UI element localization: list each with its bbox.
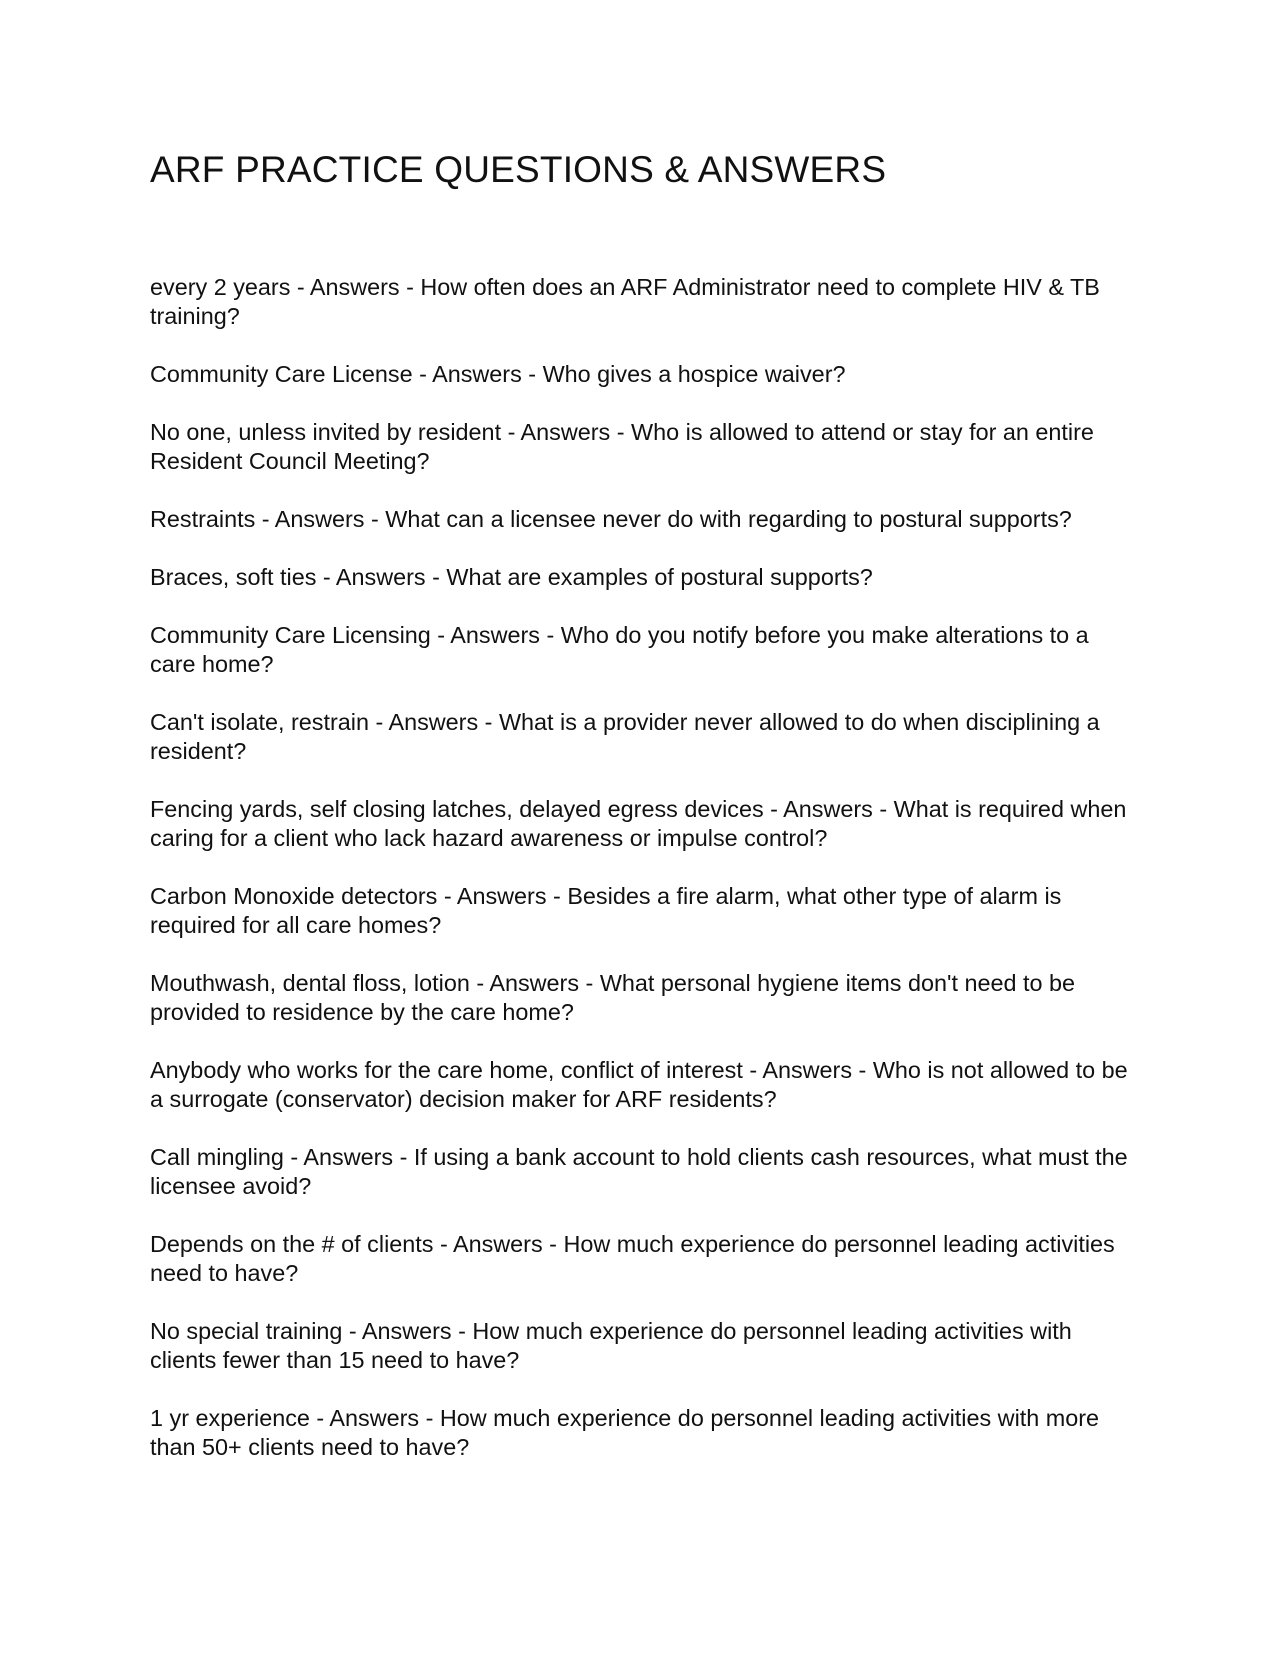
qa-text: Community Care Licensing - Answers - Who do you notify before you make alterations to a care home? bbox=[150, 622, 1089, 677]
qa-text: Restraints - Answers - What can a licensee never do with regarding to postural supports? bbox=[150, 506, 1072, 532]
qa-text: Mouthwash, dental floss, lotion - Answers - What personal hygiene items don't need to be provided to residence by the care home? bbox=[150, 970, 1076, 1025]
qa-item bbox=[150, 708, 1140, 766]
qa-item bbox=[150, 1143, 1140, 1201]
qa-text: Anybody who works for the care home, conflict of interest - Answers - Who is not allowed to be a surrogate (conservator) decision maker for ARF residents? bbox=[150, 1057, 1128, 1112]
document-page bbox=[150, 0, 1140, 1656]
qa-item bbox=[150, 563, 1140, 592]
qa-item bbox=[150, 795, 1140, 853]
qa-text: Can't isolate, restrain - Answers - What is a provider never allowed to do when disciplining a resident? bbox=[150, 709, 1100, 764]
qa-text: every 2 years - Answers - How often does an ARF Administrator need to complete HIV & TB training? bbox=[150, 274, 1100, 329]
qa-item bbox=[150, 418, 1140, 476]
qa-text: Carbon Monoxide detectors - Answers - Besides a fire alarm, what other type of alarm is required for all care homes? bbox=[150, 883, 1062, 938]
document-title: ARF PRACTICE QUESTIONS & ANSWERS bbox=[150, 149, 887, 190]
qa-item bbox=[150, 360, 1140, 389]
qa-text: No one, unless invited by resident - Answers - Who is allowed to attend or stay for an entire Resident Council Meeting? bbox=[150, 419, 1094, 474]
qa-item bbox=[150, 1317, 1140, 1375]
qa-text: Community Care License - Answers - Who gives a hospice waiver? bbox=[150, 361, 846, 387]
qa-item bbox=[150, 273, 1140, 331]
qa-item bbox=[150, 969, 1140, 1027]
qa-text: 1 yr experience - Answers - How much experience do personnel leading activities with more than 50+ clients need to have? bbox=[150, 1405, 1100, 1460]
qa-item bbox=[150, 1404, 1140, 1462]
qa-list bbox=[150, 273, 1140, 1491]
qa-item bbox=[150, 505, 1140, 534]
qa-item bbox=[150, 882, 1140, 940]
qa-text: Depends on the # of clients - Answers - How much experience do personnel leading activities need to have? bbox=[150, 1231, 1115, 1286]
qa-item bbox=[150, 1230, 1140, 1288]
qa-text: Braces, soft ties - Answers - What are examples of postural supports? bbox=[150, 564, 873, 590]
qa-item bbox=[150, 1056, 1140, 1114]
qa-text: No special training - Answers - How much experience do personnel leading activities with clients fewer than 15 need to have? bbox=[150, 1318, 1072, 1373]
qa-text: Fencing yards, self closing latches, delayed egress devices - Answers - What is required when caring for a client who lack hazard awareness or impulse control? bbox=[150, 796, 1127, 851]
qa-item bbox=[150, 621, 1140, 679]
qa-text: Call mingling - Answers - If using a bank account to hold clients cash resources, what must the licensee avoid? bbox=[150, 1144, 1128, 1199]
